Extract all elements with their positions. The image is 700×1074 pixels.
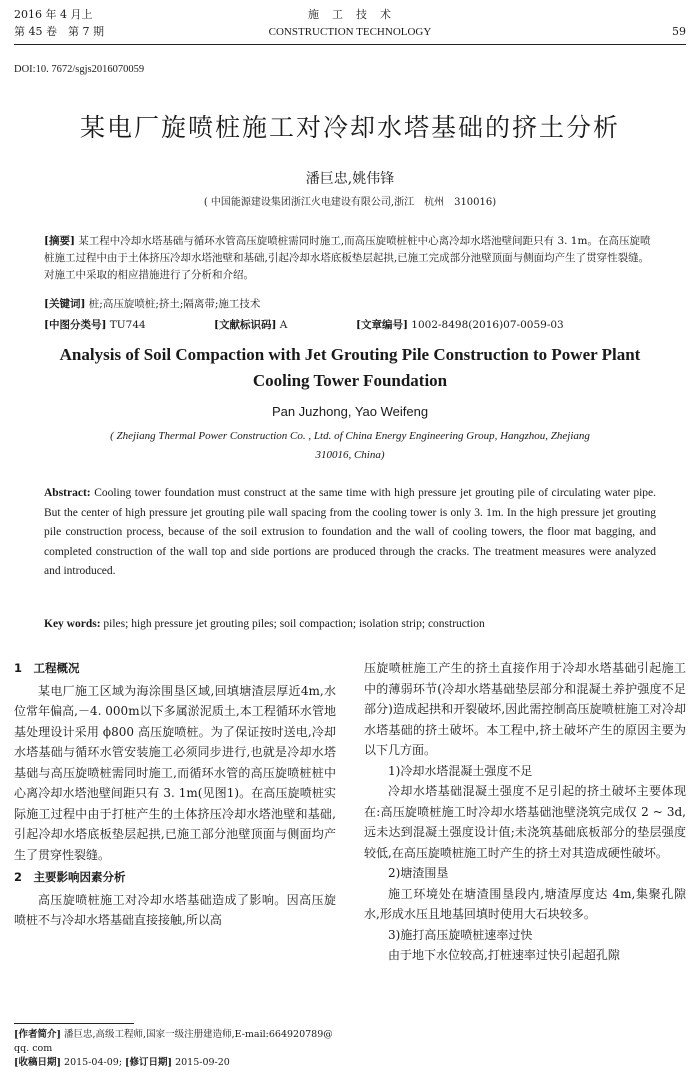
abstract-cn	[44, 233, 652, 284]
doi: DOI:10. 7672/sgjs2016070059	[14, 64, 145, 75]
item-3-text: 由于地下水位较高,打桩速率过快引起超孔隙	[388, 948, 620, 962]
article-label: [文章编号]	[356, 319, 408, 331]
keywords-cn-text: 桩;高压旋喷桩;挤土;隔离带;施工技术	[88, 298, 261, 310]
section-1-paragraph: 某电厂施工区域为海涂围垦区域,回填塘渣层厚近4m,水位常年偏高,－4. 000m以下多属淤泥质土,本工程循环水管地基处理设计采用 ϕ800 高压旋喷桩。为了保证按时送电,冷却水塔基础与循环水管安装施工必须同步进行,也就是冷却水塔基础与高压旋喷桩需同时施工,而循环水管的高压旋喷桩桩中心离冷却水塔池壁间距只有 3. 1m(见图1)。在高压旋喷桩实际施工过程中由于打桩产生的土体挤压冷却水塔池壁和基础,引起冷却水塔底板垫层起拱,已施工部分池壁顶面与侧面均产生了贯穿性裂缝。	[14, 683, 336, 862]
author-bio-label: [作者简介]	[14, 1029, 61, 1040]
right-paragraph-1: 压旋喷桩施工产生的挤土直接作用于冷却水塔基础引起施工中的薄弱环节(冷却水塔基础垫层部分和混凝土养护强度不足部分)造成起拱和开裂破坏,因此需控制高压旋喷桩施工对冷却水塔基础的挤土破坏。本工程中,挤土破坏产生的原因主要为以下几方面。	[364, 661, 686, 757]
section-2-paragraph: 高压旋喷桩施工对冷却水塔基础造成了影响。因高压旋喷桩不与冷却水塔基础直接接触,所以高	[14, 892, 336, 927]
received-label: [收稿日期]	[14, 1057, 61, 1068]
header-page-number: 59	[672, 25, 686, 38]
title-cn: 某电厂旋喷桩施工对冷却水塔基础的挤土分析	[79, 113, 620, 142]
author-bio	[14, 1028, 336, 1056]
section-1-title: 1 工程概况	[14, 661, 80, 675]
revised-label: [修订日期]	[125, 1057, 173, 1068]
section-2-title: 2 主要影响因素分析	[14, 870, 126, 884]
title-en: Analysis of Soil Compaction with Jet Grouting Pile Construction to Power Plant Cooling Tower Foundation	[59, 345, 641, 390]
authors-en: Pan Juzhong, Yao Weifeng	[271, 404, 429, 419]
header-journal-en: CONSTRUCTION TECHNOLOGY	[268, 26, 432, 38]
item-3-title: 3)施打高压旋喷桩速率过快	[388, 927, 533, 942]
article-value: 1002-8498(2016)07-0059-03	[411, 319, 564, 331]
item-1-title: 1)冷却水塔混凝土强度不足	[388, 763, 533, 778]
affiliation-en: ( Zhejiang Thermal Power Construction Co. , Ltd. of China Energy Engineering Group, Hangzhou, Zhejiang 310016, China)	[110, 430, 601, 461]
abstract-en	[44, 484, 656, 582]
affiliation-cn: ( 中国能源建设集团浙江火电建设有限公司,浙江 杭州 310016)	[203, 197, 497, 208]
keywords-en	[44, 615, 656, 635]
abstract-en-label: Abstract:	[44, 487, 91, 499]
abstract-cn-label: [摘要]	[44, 235, 75, 247]
item-2-text: 施工环境处在塘渣围垦段内,塘渣厚度达 4m,集聚孔隙水,形成水压且地基回填时使用大石块较多。	[364, 886, 686, 921]
clc-number	[44, 317, 146, 332]
header-rule	[14, 44, 686, 45]
abstract-cn-text: 某工程中冷却水塔基础与循环水管高压旋喷桩需同时施工,而高压旋喷桩桩中心离冷却水塔池壁间距只有 3. 1m。在高压旋喷桩施工过程中由于土体挤压冷却水塔池壁和基础,引起冷却水塔底板垫层起拱,已施工完成部分池壁顶面与侧面均产生了贯穿性裂缝。对施工中采取的相应措施进行了分析和介绍。	[44, 235, 651, 281]
received-date: 2015-04-09	[64, 1057, 119, 1068]
clc-label: [中图分类号]	[44, 319, 107, 331]
clc-value: TU744	[109, 319, 146, 331]
footnote	[14, 1028, 336, 1070]
footnote-rule	[14, 1023, 134, 1024]
article-number	[356, 317, 564, 332]
item-1-text: 冷却水塔基础混凝土强度不足引起的挤土破坏主要体现在:高压旋喷桩施工时冷却水塔基础池壁浇筑完成仅 2 ~ 3d,远未达到混凝土强度设计值;未浇筑基础底板部分的垫层强度较低,在高压旋喷桩施工时产生的挤土对其造成硬性破坏。	[364, 784, 686, 860]
keywords-cn	[44, 296, 652, 313]
doc-label: [文献标识码]	[214, 319, 277, 331]
header-date: 2016 年 4 月上	[14, 8, 93, 21]
keywords-cn-label: [关键词]	[44, 298, 86, 310]
abstract-en-text: Cooling tower foundation must construct at the same time with high pressure jet grouting pile of circulating water pipe. But the center of high pressure jet grouting pile wall spacing from the cooling tower is only 3. 1m. In the high pressure jet grouting pile construction process, because of the soil extrusion to foundation and the wall of cooling towers, the floor mat bagging, and completed construction of the wall top and side portions are produced through the cracks. The treatment measures were analyzed and introduced.	[44, 487, 657, 577]
keywords-en-label: Key words:	[44, 618, 101, 630]
header-volume: 第 45 卷 第 7 期	[14, 25, 104, 38]
authors-cn: 潘巨忠,姚伟锋	[305, 171, 395, 187]
doc-value: A	[279, 319, 288, 331]
right-column	[364, 658, 686, 966]
doc-code	[214, 317, 287, 332]
item-2-title: 2)塘渣围垦	[388, 866, 449, 880]
revised-date: 2015-09-20	[175, 1057, 230, 1068]
author-bio-text: 潘巨忠,高级工程师,国家一级注册建造师,E-mail:664920789@ qq. com	[14, 1029, 333, 1054]
header-journal-cn: 施 工 技 术	[308, 8, 392, 21]
keywords-en-text: piles; high pressure jet grouting piles; soil compaction; isolation strip; construction	[103, 618, 485, 630]
article-dates: [收稿日期] 2015-04-09; [修订日期] 2015-09-20	[14, 1057, 230, 1068]
left-column	[14, 658, 336, 931]
